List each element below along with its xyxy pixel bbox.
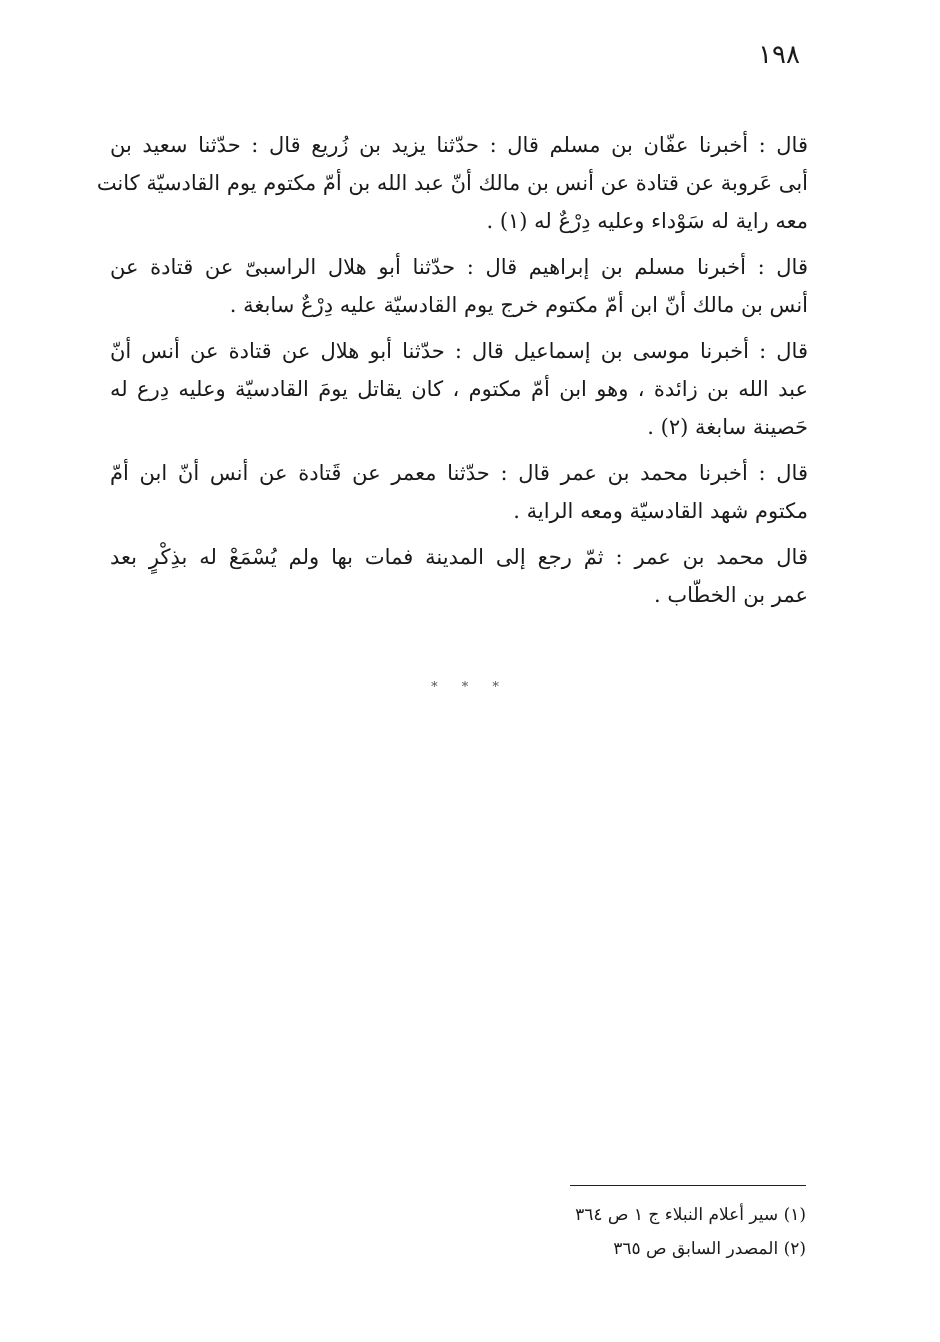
text-line: عبد الله بن زائدة ، وهو ابن أمّ مكتوم ، كان يقاتل يومَ القادسيّة وعليه دِرع له — [110, 377, 808, 401]
text-line: معه راية له سَوْداء وعليه دِرْعٌ له (١) . — [486, 209, 808, 233]
footnotes — [386, 1198, 806, 1266]
footnote: (١) سير أعلام النبلاء ج ١ ص ٣٦٤ — [575, 1205, 806, 1225]
text-line: عمر بن الخطّاب . — [654, 583, 808, 607]
text-line: أنس بن مالك أنّ ابن أمّ مكتوم خرج يوم القادسيّة عليه دِرْعٌ سابغة . — [229, 293, 808, 317]
paragraph — [96, 126, 808, 240]
page-number: ١٩٨ — [758, 40, 800, 70]
text-line: قال : أخبرنا محمد بن عمر قال : حدّثنا معمر عن قَتادة عن أنس أنّ ابن أمّ — [110, 461, 808, 485]
footnote: (٢) المصدر السابق ص ٣٦٥ — [613, 1239, 806, 1259]
main-text — [96, 126, 808, 614]
footnote-divider — [570, 1185, 806, 1186]
text-line: قال محمد بن عمر : ثمّ رجع إلى المدينة فمات بها ولم يُسْمَعْ له بذِكْرٍ بعد — [110, 545, 808, 569]
section-separator: * * * — [431, 680, 509, 695]
paragraph — [110, 538, 808, 614]
paragraph — [110, 332, 808, 446]
text-line: قال : أخبرنا موسى بن إسماعيل قال : حدّثنا أبو هلال عن قتادة عن أنس أنّ — [110, 339, 808, 363]
paragraph — [110, 454, 808, 530]
text-line: حَصينة سابغة (٢) . — [647, 415, 808, 439]
text-line: قال : أخبرنا عفّان بن مسلم قال : حدّثنا يزيد بن زُريع قال : حدّثنا سعيد بن — [110, 133, 808, 157]
paragraph — [110, 248, 808, 324]
text-line: أبى عَروبة عن قتادة عن أنس بن مالك أنّ عبد الله بن أمّ مكتوم يوم القادسيّة كانت — [96, 171, 808, 195]
text-line: مكتوم شهد القادسيّة ومعه الراية . — [513, 499, 808, 523]
text-line: قال : أخبرنا مسلم بن إبراهيم قال : حدّثنا أبو هلال الراسبىّ عن قتادة عن — [110, 255, 808, 279]
